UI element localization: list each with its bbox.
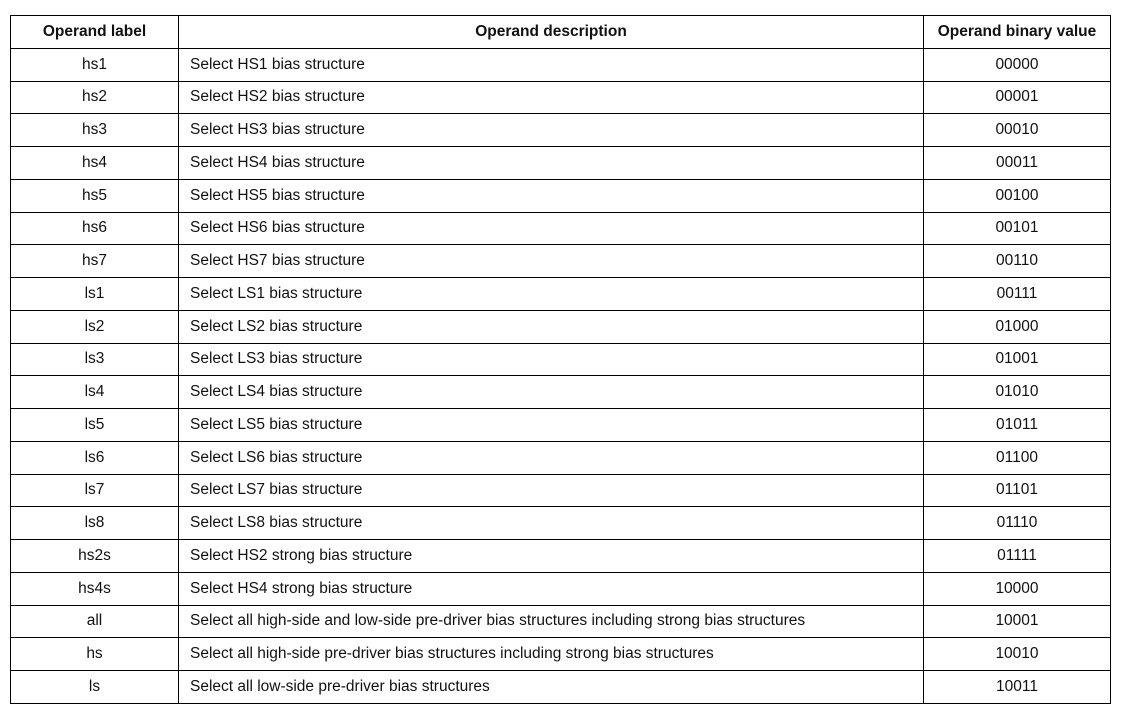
operand-label-cell: all [11, 605, 179, 638]
operand-label-cell: hs1 [11, 48, 179, 81]
operand-binary-value-cell: 01010 [924, 376, 1111, 409]
header-operand-binary-value: Operand binary value [924, 16, 1111, 49]
operand-label-cell: ls [11, 671, 179, 704]
operand-label-cell: hs2s [11, 540, 179, 573]
operand-description-cell: Select HS6 bias structure [179, 212, 924, 245]
operand-binary-value-cell: 10011 [924, 671, 1111, 704]
operand-binary-value-cell: 10001 [924, 605, 1111, 638]
operand-description-cell: Select LS7 bias structure [179, 474, 924, 507]
table-row [11, 507, 1111, 540]
table-row [11, 376, 1111, 409]
table-row [11, 310, 1111, 343]
table-row [11, 474, 1111, 507]
operand-label-cell: hs2 [11, 81, 179, 114]
operand-binary-value-cell: 10010 [924, 638, 1111, 671]
operand-binary-value-cell: 01110 [924, 507, 1111, 540]
header-operand-description: Operand description [179, 16, 924, 49]
table-row [11, 572, 1111, 605]
operand-description-cell: Select all high-side pre-driver bias structures including strong bias structures [179, 638, 924, 671]
table-row [11, 245, 1111, 278]
operand-description-cell: Select HS7 bias structure [179, 245, 924, 278]
operand-binary-value-cell: 01000 [924, 310, 1111, 343]
operand-label-cell: ls7 [11, 474, 179, 507]
operand-description-cell: Select LS5 bias structure [179, 409, 924, 442]
operand-description-cell: Select LS3 bias structure [179, 343, 924, 376]
operand-binary-value-cell: 00111 [924, 278, 1111, 311]
operand-description-cell: Select LS2 bias structure [179, 310, 924, 343]
operand-binary-value-cell: 00100 [924, 179, 1111, 212]
operand-binary-value-cell: 00001 [924, 81, 1111, 114]
operand-binary-value-cell: 01100 [924, 441, 1111, 474]
operand-binary-value-cell: 01011 [924, 409, 1111, 442]
operand-description-cell: Select LS1 bias structure [179, 278, 924, 311]
operand-description-cell: Select HS4 strong bias structure [179, 572, 924, 605]
operand-label-cell: hs3 [11, 114, 179, 147]
operand-description-cell: Select LS4 bias structure [179, 376, 924, 409]
operand-description-cell: Select HS2 strong bias structure [179, 540, 924, 573]
table-row [11, 48, 1111, 81]
operand-binary-value-cell: 00000 [924, 48, 1111, 81]
operand-label-cell: ls8 [11, 507, 179, 540]
operand-description-cell: Select LS8 bias structure [179, 507, 924, 540]
operand-binary-value-cell: 10000 [924, 572, 1111, 605]
operand-description-cell: Select HS5 bias structure [179, 179, 924, 212]
operand-label-cell: hs4 [11, 147, 179, 180]
operand-description-cell: Select HS2 bias structure [179, 81, 924, 114]
operand-description-cell: Select HS3 bias structure [179, 114, 924, 147]
table-row [11, 114, 1111, 147]
operand-binary-value-cell: 00101 [924, 212, 1111, 245]
operand-label-cell: hs [11, 638, 179, 671]
operand-label-cell: ls2 [11, 310, 179, 343]
table-row [11, 343, 1111, 376]
operand-label-cell: hs7 [11, 245, 179, 278]
operand-description-cell: Select HS4 bias structure [179, 147, 924, 180]
operand-description-cell: Select LS6 bias structure [179, 441, 924, 474]
operand-table [10, 15, 1111, 704]
operand-label-cell: hs4s [11, 572, 179, 605]
operand-label-cell: hs6 [11, 212, 179, 245]
operand-binary-value-cell: 01111 [924, 540, 1111, 573]
table-row [11, 441, 1111, 474]
operand-label-cell: hs5 [11, 179, 179, 212]
operand-binary-value-cell: 01001 [924, 343, 1111, 376]
table-row [11, 409, 1111, 442]
operand-table-container [10, 15, 1111, 704]
operand-binary-value-cell: 01101 [924, 474, 1111, 507]
operand-binary-value-cell: 00010 [924, 114, 1111, 147]
operand-description-cell: Select all low-side pre-driver bias structures [179, 671, 924, 704]
table-body [11, 48, 1111, 703]
operand-label-cell: ls6 [11, 441, 179, 474]
operand-binary-value-cell: 00011 [924, 147, 1111, 180]
operand-description-cell: Select all high-side and low-side pre-driver bias structures including strong bias structures [179, 605, 924, 638]
table-row [11, 212, 1111, 245]
operand-binary-value-cell: 00110 [924, 245, 1111, 278]
table-row [11, 540, 1111, 573]
table-row [11, 278, 1111, 311]
operand-label-cell: ls5 [11, 409, 179, 442]
operand-label-cell: ls1 [11, 278, 179, 311]
table-row [11, 179, 1111, 212]
operand-description-cell: Select HS1 bias structure [179, 48, 924, 81]
table-row [11, 147, 1111, 180]
table-row [11, 605, 1111, 638]
header-row [11, 16, 1111, 49]
operand-label-cell: ls4 [11, 376, 179, 409]
table-row [11, 81, 1111, 114]
table-row [11, 638, 1111, 671]
header-operand-label: Operand label [11, 16, 179, 49]
operand-label-cell: ls3 [11, 343, 179, 376]
table-row [11, 671, 1111, 704]
